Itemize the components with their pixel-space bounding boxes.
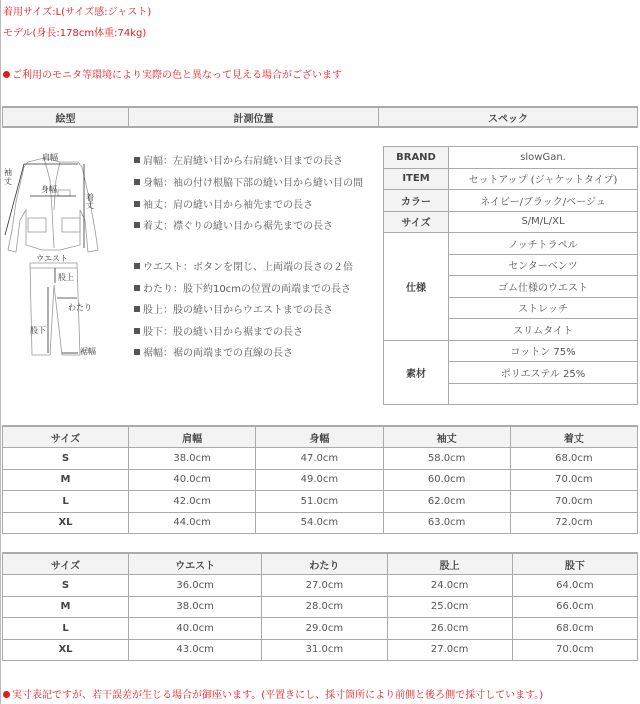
spec-row-color: [384, 190, 638, 212]
value-cell: 58.0cm: [383, 448, 510, 470]
spec-value: ストレッチ: [449, 297, 638, 319]
spec-value: ゴム仕様のウエスト: [449, 276, 638, 298]
garment-illustration: [0, 140, 130, 370]
spec-row-brand: [384, 147, 638, 169]
measurement-text: 肩幅：左肩縫い目から右肩縫い目までの長さ: [143, 156, 343, 167]
value-cell: 70.0cm: [510, 469, 637, 491]
header-spec: スペック: [379, 107, 638, 127]
value-cell: 27.0cm: [262, 575, 387, 597]
column-header: わたり: [262, 553, 387, 575]
measurement-text: 裾幅：裾の両端までの直線の長さ: [143, 348, 293, 359]
spec-table: [383, 146, 638, 405]
measurement-item: [134, 280, 351, 295]
square-bullet-icon: [134, 179, 140, 185]
size-cell: XL: [3, 639, 129, 661]
value-cell: 64.0cm: [512, 575, 637, 597]
model-note: モデル(身長:178cm体重:74kg): [3, 28, 147, 39]
measurement-item: [134, 323, 303, 338]
size-cell: S: [3, 448, 129, 470]
square-bullet-icon: [134, 201, 140, 207]
table-row: [3, 575, 638, 597]
svg-text:股下: 股下: [30, 326, 46, 335]
value-cell: 24.0cm: [387, 575, 512, 597]
column-header: ウエスト: [129, 553, 262, 575]
square-bullet-icon: [134, 306, 140, 312]
measurement-item: [134, 196, 313, 211]
jacket-size-table: [2, 425, 638, 534]
spec-value: ノッチトラペル: [449, 233, 638, 255]
value-cell: 62.0cm: [383, 491, 510, 513]
value-cell: 38.0cm: [129, 448, 256, 470]
table-header-row: [3, 553, 638, 575]
column-header: 股下: [512, 553, 637, 575]
value-cell: 28.0cm: [262, 596, 387, 618]
spec-row-material: [384, 340, 638, 362]
spec-key: BRAND: [384, 147, 449, 169]
wear-size-note: 着用サイズ:L(サイズ感:ジャスト): [3, 7, 152, 18]
footer-warning-text: 実寸表記ですが、若干誤差が生じる場合が御座います。(平置きにし、採寸箇所により前側と後ろ側で採寸しています。): [12, 690, 544, 701]
size-cell: L: [3, 491, 129, 513]
measurement-item: [134, 301, 333, 316]
size-cell: M: [3, 469, 129, 491]
measurement-item: [134, 217, 333, 232]
square-bullet-icon: [134, 222, 140, 228]
size-cell: M: [3, 596, 129, 618]
spec-key: カラー: [384, 190, 449, 212]
spec-value: [449, 383, 638, 405]
value-cell: 54.0cm: [256, 512, 383, 534]
footer-warning: [3, 686, 543, 701]
spec-key: ITEM: [384, 168, 449, 190]
column-header: サイズ: [3, 426, 129, 448]
value-cell: 26.0cm: [387, 618, 512, 640]
value-cell: 66.0cm: [512, 596, 637, 618]
value-cell: 25.0cm: [387, 596, 512, 618]
square-bullet-icon: [134, 349, 140, 355]
spec-row-size: [384, 211, 638, 233]
bullet-icon: [3, 691, 10, 698]
spec-value: コットン 75%: [449, 340, 638, 362]
value-cell: 60.0cm: [383, 469, 510, 491]
spec-value: スリムタイト: [449, 319, 638, 341]
square-bullet-icon: [134, 285, 140, 291]
size-cell: XL: [3, 512, 129, 534]
column-header: 股上: [387, 553, 512, 575]
value-cell: 51.0cm: [256, 491, 383, 513]
value-cell: 40.0cm: [129, 469, 256, 491]
column-header: 袖丈: [383, 426, 510, 448]
measurement-text: 袖丈：肩の縫い目から袖先までの長さ: [143, 200, 313, 211]
square-bullet-icon: [134, 157, 140, 163]
value-cell: 47.0cm: [256, 448, 383, 470]
value-cell: 40.0cm: [129, 618, 262, 640]
value-cell: 44.0cm: [129, 512, 256, 534]
square-bullet-icon: [134, 263, 140, 269]
measurement-text: 着丈：襟ぐりの縫い目から裾先までの長さ: [143, 221, 333, 232]
spec-row-item: [384, 168, 638, 190]
value-cell: 70.0cm: [510, 491, 637, 513]
spec-key: 仕様: [384, 233, 449, 341]
spec-key: サイズ: [384, 211, 449, 233]
measurement-text: ウエスト：ボタンを閉じ、上両端の長さの２倍: [143, 262, 353, 273]
svg-text:身幅: 身幅: [41, 185, 57, 194]
value-cell: 68.0cm: [510, 448, 637, 470]
svg-text:裾幅: 裾幅: [80, 347, 96, 356]
value-cell: 36.0cm: [129, 575, 262, 597]
header-illustration: 絵型: [3, 107, 129, 127]
spec-value: センターベンツ: [449, 254, 638, 276]
measurement-text: 身幅：袖の付け根脇下部の縫い目から縫い目の間: [143, 178, 363, 189]
spec-value: S/M/L/XL: [449, 211, 638, 233]
svg-text:肩幅: 肩幅: [42, 153, 58, 162]
measurement-item: [134, 152, 343, 167]
measurement-text: 股上：股の縫い目からウエストまでの長さ: [143, 305, 333, 316]
column-header: サイズ: [3, 553, 129, 575]
value-cell: 43.0cm: [129, 639, 262, 661]
spec-value: セットアップ (ジャケットタイプ): [449, 168, 638, 190]
table-row: [3, 512, 638, 534]
bullet-icon: [3, 71, 10, 78]
size-cell: S: [3, 575, 129, 597]
pants-size-table: [2, 552, 638, 661]
measurement-text: わたり：股下約10cmの位置の両端までの長さ: [143, 284, 351, 295]
measurement-item: [134, 174, 363, 189]
measurement-item: [134, 344, 293, 359]
measurement-text: 股下：股の縫い目から裾までの長さ: [143, 327, 303, 338]
value-cell: 49.0cm: [256, 469, 383, 491]
table-row: [3, 596, 638, 618]
value-cell: 29.0cm: [262, 618, 387, 640]
svg-text:丈: 丈: [86, 201, 94, 210]
value-cell: 63.0cm: [383, 512, 510, 534]
table-row: [3, 448, 638, 470]
value-cell: 38.0cm: [129, 596, 262, 618]
spec-value: ポリエステル 25%: [449, 362, 638, 384]
spec-row-features: [384, 233, 638, 255]
square-bullet-icon: [134, 328, 140, 334]
table-row: [3, 469, 638, 491]
svg-text:ウエスト: ウエスト: [36, 254, 68, 263]
svg-text:股上: 股上: [58, 273, 74, 282]
svg-text:袖: 袖: [4, 168, 12, 177]
value-cell: 70.0cm: [512, 639, 637, 661]
table-row: [3, 491, 638, 513]
value-cell: 72.0cm: [510, 512, 637, 534]
size-cell: L: [3, 618, 129, 640]
table-row: [3, 639, 638, 661]
value-cell: 27.0cm: [387, 639, 512, 661]
spec-key: 素材: [384, 340, 449, 405]
table-row: [3, 618, 638, 640]
svg-text:わたり: わたり: [68, 303, 92, 312]
color-warning-text: ご利用のモニタ等環境により実際の色と異なって見える場合がございます: [12, 70, 342, 81]
column-header: 身幅: [256, 426, 383, 448]
value-cell: 68.0cm: [512, 618, 637, 640]
spec-value: slowGan.: [449, 147, 638, 169]
value-cell: 31.0cm: [262, 639, 387, 661]
value-cell: 42.0cm: [129, 491, 256, 513]
column-header: 着丈: [510, 426, 637, 448]
svg-text:丈: 丈: [4, 177, 12, 186]
spec-value: ネイビー/ブラック/ベージュ: [449, 190, 638, 212]
header-measurement: 計測位置: [129, 107, 379, 127]
section-header: [2, 106, 638, 128]
measurement-item: [134, 258, 353, 273]
column-header: 肩幅: [129, 426, 256, 448]
table-header-row: [3, 426, 638, 448]
color-warning: [3, 66, 342, 81]
svg-text:着: 着: [86, 193, 94, 202]
